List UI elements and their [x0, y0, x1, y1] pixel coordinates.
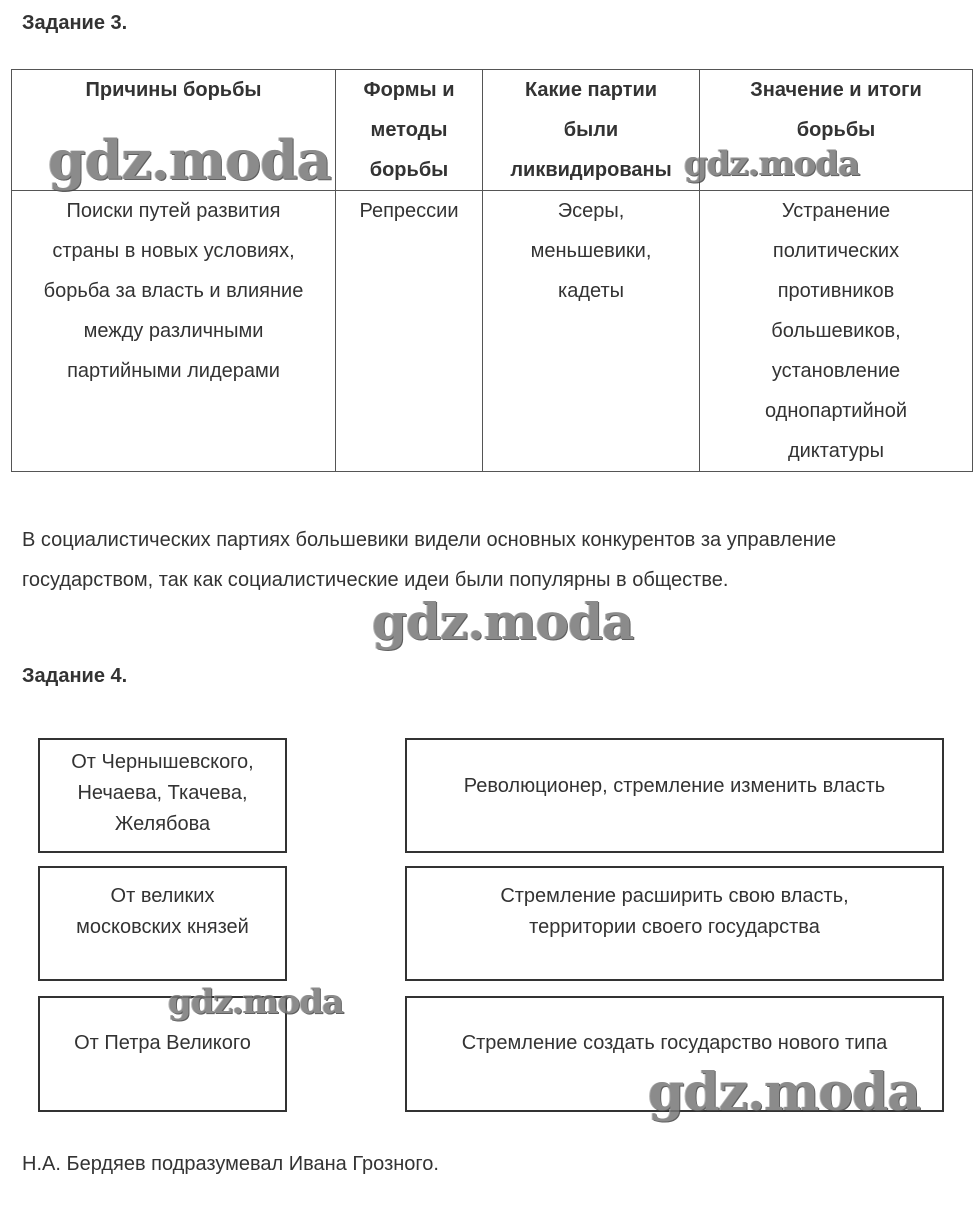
task3-table — [11, 69, 973, 472]
cell-causes: Поиски путей развития страны в новых условиях, борьба за власть и влияние между различными партийными лидерами — [12, 191, 336, 472]
header-results: Значение и итоги борьбы — [700, 70, 973, 191]
table-header-row — [12, 70, 973, 191]
cell-results: Устранение политических противников большевиков, установление однопартийной диктатуры — [700, 191, 973, 472]
conclusion-text: Н.А. Бердяев подразумевал Ивана Грозного. — [22, 1153, 439, 1175]
meaning-box-2: Стремление расширить свою власть, территории своего государства — [405, 866, 944, 981]
meaning-box-1: Революционер, стремление изменить власть — [405, 738, 944, 853]
header-parties: Какие партии были ликвидированы — [483, 70, 700, 191]
cell-parties: Эсеры, меньшевики, кадеты — [483, 191, 700, 472]
task3-paragraph: В социалистических партиях большевики видели основных конкурентов за управление государством, так как социалистические идеи были популярны в обществе. — [22, 529, 837, 591]
watermark-logo: gdz.moda — [648, 1062, 921, 1123]
origin-box-3: От Петра Великого — [38, 996, 287, 1112]
cell-forms: Репрессии — [336, 191, 483, 472]
origin-box-2: От великих московских князей — [38, 866, 287, 981]
header-forms: Формы и методы борьбы — [336, 70, 483, 191]
origin-box-1: От Чернышевского, Нечаева, Ткачева, Желябова — [38, 738, 287, 853]
watermark-logo: gdz.moda — [684, 144, 860, 184]
watermark-logo: gdz.moda — [372, 592, 634, 651]
meaning-box-3: Стремление создать государство нового типа — [405, 996, 944, 1112]
watermark-logo: gdz.moda — [48, 128, 331, 192]
watermark-logo: gdz.moda — [168, 982, 344, 1022]
table-row — [12, 191, 973, 472]
task3-title: Задание 3. — [22, 12, 128, 34]
task4-title: Задание 4. — [22, 665, 128, 687]
header-causes: Причины борьбы — [12, 70, 336, 191]
